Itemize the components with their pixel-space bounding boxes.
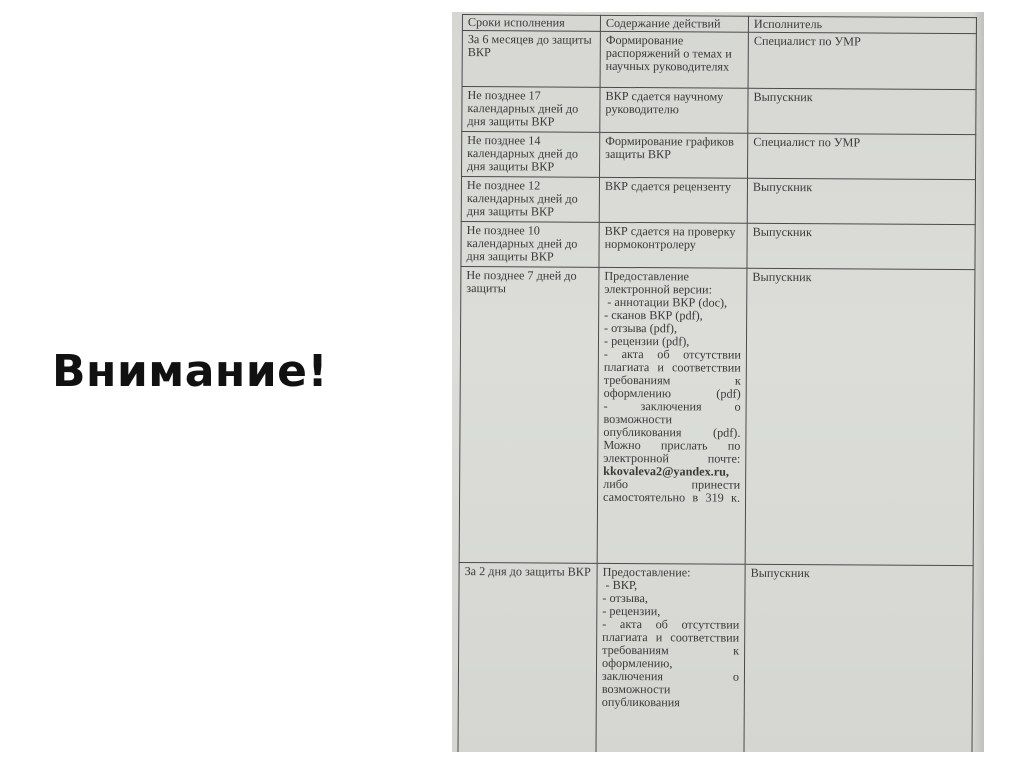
header-deadline: Сроки исполнения bbox=[462, 15, 600, 32]
action-line: - сканов ВКР (pdf), bbox=[604, 307, 703, 323]
email-address: kkovaleva2@yandex.ru, bbox=[603, 463, 730, 479]
row-deadline: Не позднее 14 календарных дней до дня защиты ВКР bbox=[462, 132, 600, 178]
action-line: - акта об отсутствии плагиата и соответствии требованиям к оформлению, bbox=[601, 616, 743, 671]
action-line: - заключения о возможности опубликования (pdf). bbox=[603, 398, 744, 440]
table-row bbox=[462, 31, 976, 90]
row-action bbox=[596, 563, 745, 752]
table-row bbox=[459, 266, 975, 565]
row-executor: Специалист по УМР bbox=[748, 32, 976, 89]
action-line: - аннотации ВКР (doc), bbox=[604, 294, 728, 310]
row-action: ВКР сдается рецензенту bbox=[599, 177, 747, 223]
row-executor: Выпускник bbox=[744, 564, 973, 752]
row-action: ВКР сдается на проверку нормоконтролеру bbox=[599, 222, 747, 268]
action-line: либо принести самостоятельно в 319 к. bbox=[603, 476, 744, 505]
row-executor: Выпускник bbox=[745, 268, 975, 565]
action-line: - акта об отсутствии плагиата и соответствии требованиям к оформлению (pdf) bbox=[603, 346, 745, 401]
row-executor: Специалист по УМР bbox=[748, 133, 976, 179]
row-executor: Выпускник bbox=[747, 223, 975, 269]
document-photo bbox=[452, 12, 984, 752]
row-executor: Выпускник bbox=[748, 88, 976, 134]
table-row bbox=[462, 87, 976, 135]
row-deadline: Не позднее 7 дней до защиты bbox=[459, 266, 599, 563]
row-executor: Выпускник bbox=[747, 178, 975, 224]
action-line: - рецензии (pdf), bbox=[603, 333, 690, 349]
row-deadline: Не позднее 12 календарных дней до дня защиты ВКР bbox=[461, 177, 599, 223]
row-action: Формирование графиков защиты ВКР bbox=[600, 132, 748, 178]
row-action: ВКР сдается научному руководителю bbox=[600, 87, 748, 133]
action-line: - отзыва (pdf), bbox=[604, 320, 678, 336]
action-line: Можно прислать по электронной почте: bbox=[603, 437, 744, 466]
row-deadline: За 6 месяцев до защиты ВКР bbox=[462, 31, 600, 88]
row-action: Формирование распоряжений о темах и научных руководителях bbox=[600, 31, 748, 88]
table-row bbox=[461, 221, 975, 269]
table-row bbox=[461, 177, 975, 225]
slide-title: Внимание! bbox=[52, 346, 329, 397]
action-line: заключения о возможности опубликования bbox=[601, 668, 743, 710]
header-executor: Исполнитель bbox=[748, 16, 976, 33]
row-action bbox=[597, 267, 747, 564]
header-action: Содержание действий bbox=[600, 15, 748, 32]
table-row bbox=[462, 132, 976, 180]
action-line: Предоставление: bbox=[602, 564, 691, 580]
schedule-table bbox=[457, 14, 977, 752]
table-row bbox=[458, 562, 973, 752]
action-line: - отзыва, bbox=[602, 590, 649, 606]
row-deadline: За 2 дня до защиты ВКР bbox=[458, 562, 597, 752]
photo-shadow bbox=[972, 12, 984, 752]
action-line: Предоставление электронной версии: bbox=[604, 268, 713, 297]
row-deadline: Не позднее 10 календарных дней до дня защиты ВКР bbox=[461, 221, 599, 267]
action-line: - ВКР, bbox=[602, 577, 638, 593]
action-line: - рецензии, bbox=[602, 603, 661, 619]
row-deadline: Не позднее 17 календарных дней до дня защиты ВКР bbox=[462, 87, 600, 133]
